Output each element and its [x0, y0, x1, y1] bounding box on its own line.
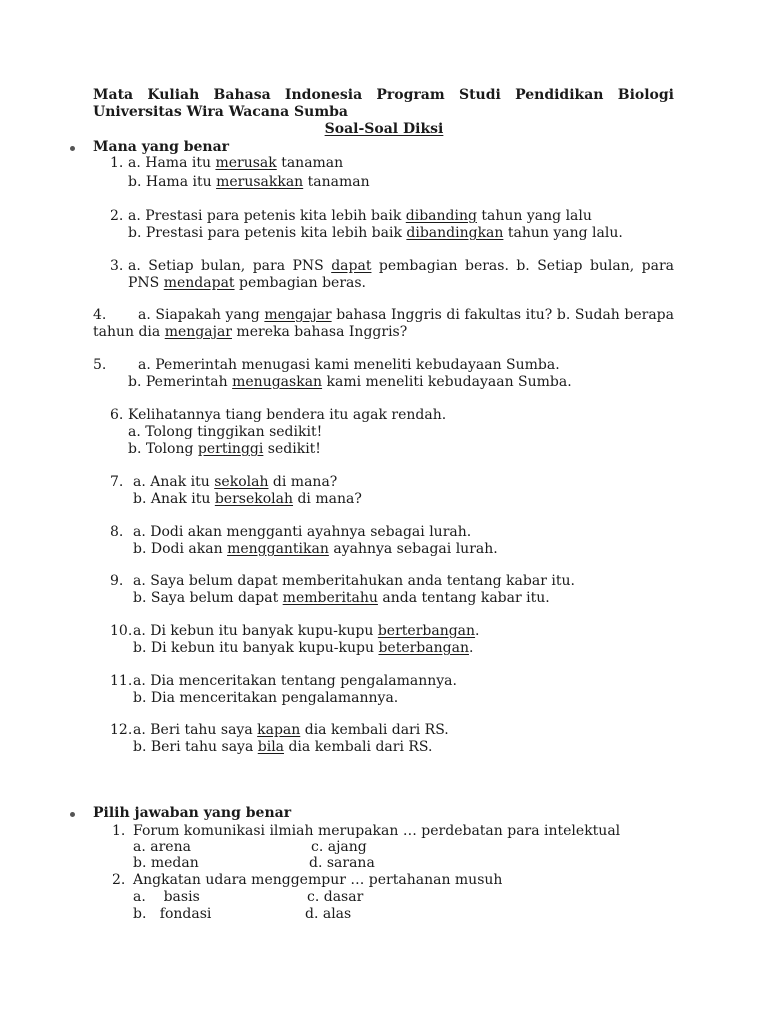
item-option-a: a. Saya belum dapat memberitahukan anda tentang kabar itu.: [133, 573, 575, 589]
section2-heading: Pilih jawaban yang benar: [93, 805, 292, 821]
answer-option: b. medan: [133, 855, 199, 871]
item-number: 11.: [110, 673, 133, 689]
question-number: 1.: [112, 823, 126, 839]
answer-option: c. dasar: [307, 889, 364, 905]
item-number: 9.: [110, 573, 124, 589]
item-number: 10.: [110, 623, 133, 639]
answer-option: b. fondasi: [133, 906, 212, 922]
item-option-b: b. Pemerintah menugaskan kami meneliti kebudayaan Sumba.: [128, 374, 572, 390]
item-number: 12.: [110, 722, 133, 738]
item-intro: Kelihatannya tiang bendera itu agak rendah.: [128, 407, 447, 423]
item-option-b: b. Anak itu bersekolah di mana?: [133, 491, 362, 507]
item-number: 7.: [110, 474, 124, 490]
item-option-a: a. Tolong tinggikan sedikit!: [128, 424, 323, 440]
item-option-a: a. Prestasi para petenis kita lebih baik dibanding tahun yang lalu: [128, 208, 592, 224]
section1-heading: Mana yang benar: [93, 139, 230, 155]
item-option-a: a. Dia menceritakan tentang pengalamannya.: [133, 673, 457, 689]
item-option-b: tahun dia mengajar mereka bahasa Inggris?: [93, 324, 408, 340]
item-option-a: a. Dodi akan mengganti ayahnya sebagai lurah.: [133, 524, 472, 540]
question-number: 2.: [112, 872, 126, 888]
item-option-b: b. Dodi akan menggantikan ayahnya sebagai lurah.: [133, 541, 498, 557]
answer-option: d. alas: [305, 906, 352, 922]
item-number: 8.: [110, 524, 124, 540]
answer-option: d. sarana: [309, 855, 375, 871]
answer-option: a. basis: [133, 889, 200, 905]
item-number: 5.: [93, 357, 107, 373]
doc-subtitle: Soal-Soal Diksi: [324, 121, 444, 137]
item-option-b: b. Hama itu merusakkan tanaman: [128, 174, 370, 190]
item-number: 2.: [110, 208, 124, 224]
item-option-a: a. Anak itu sekolah di mana?: [133, 474, 338, 490]
bullet-icon: [70, 146, 75, 151]
doc-title-line1: Mata Kuliah Bahasa Indonesia Program Studi Pendidikan Biologi: [93, 87, 674, 103]
item-option-b: b. Di kebun itu banyak kupu-kupu beterbangan.: [133, 640, 474, 656]
item-option-a: a. Beri tahu saya kapan dia kembali dari RS.: [133, 722, 449, 738]
item-option-b: b. Prestasi para petenis kita lebih baik dibandingkan tahun yang lalu.: [128, 225, 623, 241]
item-option-a: a. Di kebun itu banyak kupu-kupu berterbangan.: [133, 623, 480, 639]
item-option-b: b. Beri tahu saya bila dia kembali dari RS.: [133, 739, 433, 755]
answer-option: a. arena: [133, 839, 191, 855]
question-text: Angkatan udara menggempur … pertahanan musuh: [133, 872, 503, 888]
item-option-a: a. Hama itu merusak tanaman: [128, 155, 344, 171]
item-option-b: b. Dia menceritakan pengalamannya.: [133, 690, 399, 706]
item-option-a: a. Pemerintah menugasi kami meneliti kebudayaan Sumba.: [138, 357, 560, 373]
item-number: 6.: [110, 407, 124, 423]
question-text: Forum komunikasi ilmiah merupakan … perdebatan para intelektual: [133, 823, 621, 839]
item-number: 3.: [110, 258, 124, 274]
doc-title-line2: Universitas Wira Wacana Sumba: [93, 104, 348, 120]
item-option-a: a. Setiap bulan, para PNS dapat pembagian beras. b. Setiap bulan, para: [128, 258, 675, 274]
item-option-b: b. Saya belum dapat memberitahu anda tentang kabar itu.: [133, 590, 550, 606]
item-option-b: b. Tolong pertinggi sedikit!: [128, 441, 321, 457]
item-number: 4.: [93, 307, 107, 323]
item-option-b: PNS mendapat pembagian beras.: [128, 275, 367, 291]
item-option-a: a. Siapakah yang mengajar bahasa Inggris di fakultas itu? b. Sudah berapa: [138, 307, 674, 323]
item-number: 1.: [110, 155, 124, 171]
answer-option: c. ajang: [311, 839, 367, 855]
bullet-icon: [70, 812, 75, 817]
